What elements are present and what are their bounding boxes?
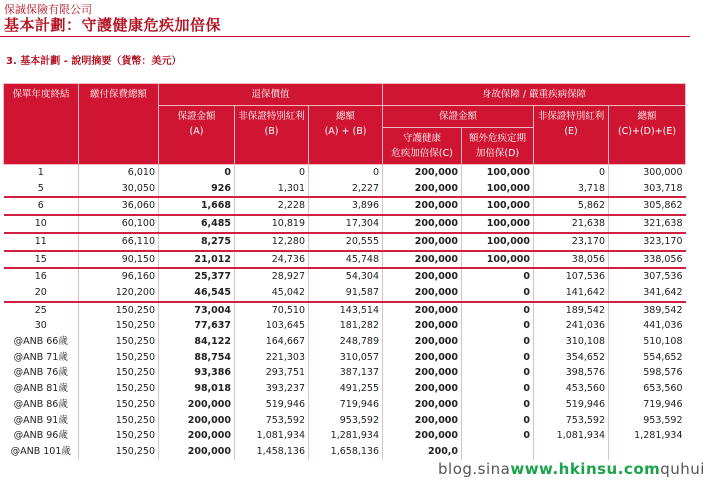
cell-d: 100,000: [462, 165, 534, 181]
cell-d: 100,000: [462, 181, 534, 198]
cell-a: 73,004: [159, 302, 235, 319]
cell-b: 2,228: [235, 197, 309, 215]
cell-c: 200,000: [383, 233, 462, 251]
cell-cde: 1,281,934: [609, 428, 686, 444]
cell-year: 25: [4, 302, 79, 319]
cell-ab: 3,896: [309, 197, 383, 215]
cell-a: 25,377: [159, 268, 235, 285]
cell-d: 0: [462, 302, 534, 319]
header-ci-double: 危疾加倍保(C): [391, 148, 453, 159]
cell-c: 200,000: [383, 215, 462, 233]
cell-e: 141,642: [534, 285, 609, 302]
cell-cde: 598,576: [609, 365, 686, 381]
cell-e: 23,170: [534, 233, 609, 251]
cell-year: @ANB 91歲: [13, 414, 68, 426]
cell-cde: [609, 444, 686, 460]
cell-premium: 6,010: [79, 165, 159, 181]
cell-b: 519,946: [235, 397, 309, 413]
cell-cde: 510,108: [609, 334, 686, 350]
cell-c: 200,000: [383, 365, 462, 381]
cell-premium: 30,050: [79, 181, 159, 198]
table-row: [4, 444, 686, 460]
cell-b: 70,510: [235, 302, 309, 319]
cell-ab: 91,587: [309, 285, 383, 302]
cell-c: 200,000: [383, 285, 462, 302]
cell-premium: 150,250: [79, 381, 159, 397]
cell-b: 1,301: [235, 181, 309, 198]
cell-year: @ANB 81歲: [13, 383, 68, 395]
cell-cde: 341,642: [609, 285, 686, 302]
cell-e: [534, 444, 609, 460]
cell-premium: 66,110: [79, 233, 159, 251]
cell-ab: 719,946: [309, 397, 383, 413]
header-year-end: 保單年度終結: [4, 84, 79, 165]
header-bonus-b-ref: (B): [264, 126, 279, 137]
header-death-ci-benefit: 身故保障 / 嚴重疾病保障: [383, 84, 686, 106]
watermark-site: www.hkinsu.com: [510, 460, 661, 478]
cell-a: 8,275: [159, 233, 235, 251]
cell-d: 100,000: [462, 233, 534, 251]
cell-a: 926: [159, 181, 235, 198]
header-total-premium: 繳付保費總額: [79, 84, 159, 165]
header-extra-ci: 額外危疾定期: [469, 133, 527, 144]
cell-c: 200,000: [383, 197, 462, 215]
cell-e: 354,652: [534, 350, 609, 366]
cell-c: 200,000: [383, 334, 462, 350]
cell-premium: 36,060: [79, 197, 159, 215]
cell-c: 200,000: [383, 318, 462, 334]
table-row: [4, 251, 686, 269]
cell-e: 5,862: [534, 197, 609, 215]
header-surrender-value: 退保價值: [159, 84, 383, 106]
cell-cde: 321,638: [609, 215, 686, 233]
table-row: [4, 428, 686, 444]
cell-year: @ANB 101歲: [10, 445, 71, 457]
cell-year: 10: [4, 215, 79, 233]
cell-ab: 17,304: [309, 215, 383, 233]
cell-b: 164,667: [235, 334, 309, 350]
cell-premium: 150,250: [79, 302, 159, 319]
cell-cde: 953,592: [609, 413, 686, 429]
table-row: [4, 285, 686, 302]
header-total-cde-label: 總額: [637, 111, 657, 122]
cell-ab: 248,789: [309, 334, 383, 350]
header-bonus-b: [235, 106, 309, 165]
table-row: [4, 197, 686, 215]
cell-a: 93,386: [159, 365, 235, 381]
cell-b: 10,819: [235, 215, 309, 233]
cell-d: 0: [462, 350, 534, 366]
cell-e: 1,081,934: [534, 428, 609, 444]
cell-d: 0: [462, 428, 534, 444]
cell-cde: 441,036: [609, 318, 686, 334]
cell-ab: 491,255: [309, 381, 383, 397]
cell-d: 100,000: [462, 215, 534, 233]
cell-b: 393,237: [235, 381, 309, 397]
table-row: [4, 181, 686, 198]
table-row: [4, 165, 686, 181]
cell-a: 200,000: [159, 397, 235, 413]
cell-a: 200,000: [159, 444, 235, 460]
cell-b: 12,280: [235, 233, 309, 251]
cell-year: @ANB 86歲: [13, 398, 68, 410]
table-row: [4, 268, 686, 285]
cell-e: 107,536: [534, 268, 609, 285]
cell-cde: 338,056: [609, 251, 686, 269]
cell-d: [462, 444, 534, 460]
cell-premium: 150,250: [79, 318, 159, 334]
cell-year: @ANB 96歲: [13, 430, 68, 442]
cell-ab: 1,658,136: [309, 444, 383, 460]
company-name: 保誠保險有限公司: [4, 3, 92, 16]
title-divider: [0, 36, 690, 37]
cell-cde: 653,560: [609, 381, 686, 397]
cell-b: 24,736: [235, 251, 309, 269]
cell-a: 6,485: [159, 215, 235, 233]
cell-e: 310,108: [534, 334, 609, 350]
cell-c: 200,000: [383, 165, 462, 181]
table-row: [4, 397, 686, 413]
cell-cde: 554,652: [609, 350, 686, 366]
cell-ab: 143,514: [309, 302, 383, 319]
cell-e: 38,056: [534, 251, 609, 269]
cell-a: 1,668: [159, 197, 235, 215]
cell-premium: 60,100: [79, 215, 159, 233]
cell-premium: 150,250: [79, 365, 159, 381]
cell-a: 77,637: [159, 318, 235, 334]
cell-premium: 150,250: [79, 334, 159, 350]
cell-premium: 90,150: [79, 251, 159, 269]
cell-ab: 0: [309, 165, 383, 181]
cell-d: 0: [462, 334, 534, 350]
cell-a: 0: [159, 165, 235, 181]
table-row: [4, 334, 686, 350]
header-guard-health: 守護健康: [403, 133, 442, 144]
header-guaranteed-a: [159, 106, 235, 165]
cell-year: 1: [37, 167, 44, 178]
cell-e: 0: [534, 165, 609, 181]
cell-c: 200,0: [383, 444, 462, 460]
cell-e: 398,576: [534, 365, 609, 381]
cell-ab: 1,281,934: [309, 428, 383, 444]
cell-c: 200,000: [383, 268, 462, 285]
header-total-ab-ref: (A) + (B): [324, 126, 367, 137]
watermark-suffix: quhui: [660, 460, 705, 478]
table-row: [4, 365, 686, 381]
cell-ab: 2,227: [309, 181, 383, 198]
header-bonus-e-label: 非保證特別紅利: [537, 111, 605, 122]
cell-c: 200,000: [383, 397, 462, 413]
header-guaranteed-cd: 保證金額: [383, 106, 534, 128]
table-row: [4, 215, 686, 233]
cell-d: 0: [462, 285, 534, 302]
cell-year: @ANB 76歲: [13, 367, 68, 379]
cell-e: 753,592: [534, 413, 609, 429]
cell-year: 16: [4, 268, 79, 285]
cell-a: 98,018: [159, 381, 235, 397]
cell-ab: 45,748: [309, 251, 383, 269]
cell-d: 0: [462, 397, 534, 413]
cell-c: 200,000: [383, 381, 462, 397]
cell-cde: 307,536: [609, 268, 686, 285]
table-row: [4, 413, 686, 429]
cell-cde: 389,542: [609, 302, 686, 319]
table-row: [4, 381, 686, 397]
cell-cde: 323,170: [609, 233, 686, 251]
table-row: [4, 233, 686, 251]
cell-b: 45,042: [235, 285, 309, 302]
header-extra-ci-d: [462, 128, 534, 165]
cell-d: 100,000: [462, 251, 534, 269]
cell-d: 0: [462, 365, 534, 381]
cell-ab: 20,555: [309, 233, 383, 251]
table-body: [4, 165, 686, 460]
cell-ab: 54,304: [309, 268, 383, 285]
cell-year: 20: [34, 286, 47, 298]
cell-ab: 387,137: [309, 365, 383, 381]
cell-year: 6: [4, 197, 79, 215]
header-bonus-b-label: 非保證特別紅利: [238, 111, 305, 122]
cell-year: @ANB 66歲: [13, 336, 68, 348]
cell-a: 46,545: [159, 285, 235, 302]
cell-year: 11: [4, 233, 79, 251]
cell-d: 100,000: [462, 197, 534, 215]
cell-d: 0: [462, 413, 534, 429]
cell-d: 0: [462, 318, 534, 334]
illustration-table: [3, 83, 686, 460]
cell-c: 200,000: [383, 302, 462, 319]
watermark: [438, 460, 705, 478]
cell-e: 519,946: [534, 397, 609, 413]
cell-ab: 953,592: [309, 413, 383, 429]
cell-b: 753,592: [235, 413, 309, 429]
header-ci-double-c: [383, 128, 462, 165]
header-total-ab: [309, 106, 383, 165]
watermark-prefix: blog.sina: [438, 460, 511, 478]
cell-ab: 310,057: [309, 350, 383, 366]
header-total-ab-label: 總額: [336, 111, 356, 122]
cell-b: 103,645: [235, 318, 309, 334]
cell-a: 21,012: [159, 251, 235, 269]
cell-premium: 150,250: [79, 428, 159, 444]
cell-c: 200,000: [383, 251, 462, 269]
cell-e: 3,718: [534, 181, 609, 198]
table-row: [4, 350, 686, 366]
page-title: 基本計劃：守護健康危疾加倍保: [4, 16, 222, 34]
cell-e: 241,036: [534, 318, 609, 334]
cell-year: 15: [4, 251, 79, 269]
cell-ab: 181,282: [309, 318, 383, 334]
cell-b: 293,751: [235, 365, 309, 381]
cell-e: 21,638: [534, 215, 609, 233]
cell-year: 30: [34, 320, 47, 332]
header-guaranteed-a-ref: (A): [189, 126, 204, 137]
cell-premium: 120,200: [79, 285, 159, 302]
cell-e: 189,542: [534, 302, 609, 319]
cell-c: 200,000: [383, 350, 462, 366]
cell-premium: 150,250: [79, 444, 159, 460]
cell-b: 1,081,934: [235, 428, 309, 444]
header-bonus-e: [534, 106, 609, 165]
cell-c: 200,000: [383, 413, 462, 429]
cell-premium: 150,250: [79, 350, 159, 366]
header-extra-ci-double: 加倍保(D): [475, 148, 520, 159]
cell-premium: 150,250: [79, 397, 159, 413]
section-title: 3. 基本計劃 - 說明摘要（貨幣：美元）: [6, 56, 182, 67]
cell-cde: 719,946: [609, 397, 686, 413]
cell-cde: 303,718: [609, 181, 686, 198]
header-total-cde-ref: (C)+(D)+(E): [617, 126, 677, 137]
table-row: [4, 318, 686, 334]
cell-b: 221,303: [235, 350, 309, 366]
cell-cde: 300,000: [609, 165, 686, 181]
header-bonus-e-ref: (E): [564, 126, 578, 137]
cell-e: 453,560: [534, 381, 609, 397]
cell-b: 1,458,136: [235, 444, 309, 460]
cell-premium: 96,160: [79, 268, 159, 285]
cell-d: 0: [462, 381, 534, 397]
cell-premium: 150,250: [79, 413, 159, 429]
cell-a: 200,000: [159, 428, 235, 444]
cell-c: 200,000: [383, 181, 462, 198]
cell-year: @ANB 71歲: [13, 351, 68, 363]
cell-b: 28,927: [235, 268, 309, 285]
cell-c: 200,000: [383, 428, 462, 444]
header-guaranteed-a-label: 保證金額: [177, 111, 216, 122]
header-total-cde: [609, 106, 686, 165]
cell-b: 0: [235, 165, 309, 181]
cell-cde: 305,862: [609, 197, 686, 215]
cell-a: 88,754: [159, 350, 235, 366]
cell-a: 84,122: [159, 334, 235, 350]
table-row: [4, 302, 686, 319]
cell-a: 200,000: [159, 413, 235, 429]
cell-year: 5: [37, 182, 44, 194]
cell-d: 0: [462, 268, 534, 285]
